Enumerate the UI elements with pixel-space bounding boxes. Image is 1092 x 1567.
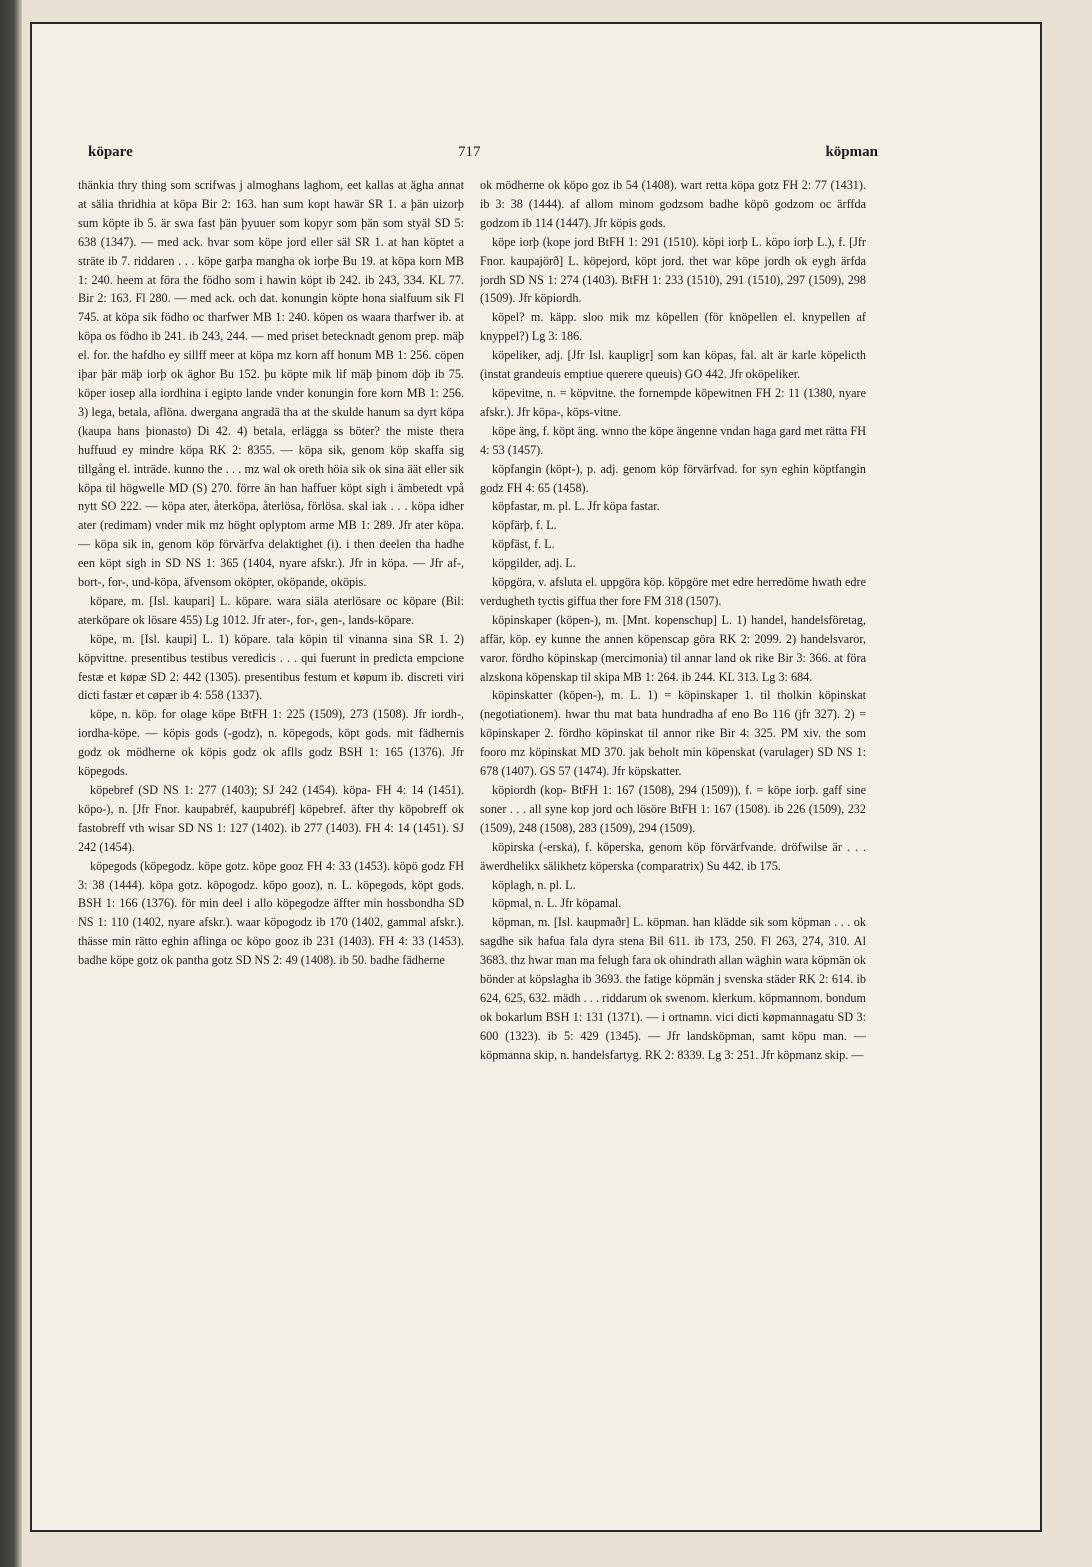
entry-kopebref: köpebref (SD NS 1: 277 (1403); SJ 242 (1454). köpa- FH 4: 14 (1451). köpo-), n. [Jfr Fnor. kaupabréf, kaupubréf] köpebref. äfter thy köpobreff ok fastobreff vth wisar SD NS 1: 127 (1402). ib 277 (1403). FH 4: 14 (1451). SJ 242 (1454). bbox=[78, 783, 464, 854]
running-head bbox=[78, 140, 878, 166]
entry-kopgora: köpgöra, v. afsluta el. uppgöra köp. köpgöre met edre herredöme hwath edre verdugheth tyctis giffua ther fore FM 318 (1507). bbox=[480, 575, 866, 608]
entry-kopfangin: köpfangin (köpt-), p. adj. genom köp förvärfvad. for syn eghin köptfangin godz FH 4: 65 (1458). bbox=[480, 461, 866, 495]
text-columns bbox=[78, 176, 866, 1376]
entry-kope-ang: köpe äng, f. köpt äng. wnno the köpe ängenne vndan haga gard met rätta FH 4: 53 (1457). bbox=[480, 423, 866, 457]
entry-kopare: köpare, m. [Isl. kaupari] L. köpare. wara siäla aterlösare oc köpare (Bil: aterköpare ok lösare 455) Lg 1012. Jfr ater-, for-, gen-, lands-köpare. bbox=[78, 593, 464, 627]
entry-kopgilder: köpgilder, adj. L. bbox=[492, 556, 576, 571]
entry-kopinskaper: köpinskaper (köpen-), m. [Mnt. kopenschup] L. 1) handel, handelsföretag, affär, köp. ey kunne the annen köpenscap göra RK 2: 2099. 2) handelsvaror, varor. fördho köpinskap (mercimonia) til annar land ok rike Bir 3: 366. at föra alzskona köpenskap til skipa MB 1: 264. ib 244. KL 313. Lg 3: 684. bbox=[480, 612, 866, 684]
left-column bbox=[78, 176, 464, 1376]
entry-kopfarth: köpfärþ, f. L. bbox=[492, 518, 557, 533]
entry-kope-n: köpe, n. köp. for olage köpe BtFH 1: 225 (1509), 273 (1508). Jfr iordh-, iordha-köpe. — köpis gods (-godz), n. köpegods, köpt gods. mit fädhernis godz ok mödherne ok köpis godz ok aflls godz BSH 1: 165 (1376). Jfr köpegods. bbox=[78, 707, 464, 779]
entry-kope-m: köpe, m. [Isl. kaupi] L. 1) köpare. tala köpin til vinanna sina SR 1. 2) köpvittne. presentibus testibus veredicis . . . qui fuerunt in predicta empcione festæ et køpæ SD 2: 442 (1305). presentibus festum et køpum ib. discreti viri dicti fastær et cøpær ib 4: 558 (1337). bbox=[78, 631, 464, 703]
running-head-left: köpare bbox=[88, 144, 133, 160]
entry-kope-iorth: köpe iorþ (kope jord BtFH 1: 291 (1510). köpi iorþ L. köpo iorþ L.), f. [Jfr Fnor. kaupajörð] L. köpejord, köpt jord. thet war köpe jordh ok eygh ärfda jordh SD NS 1: 274 (1403). BtFH 1: 233 (1510), 291 (1510), 297 (1509), 298 (1509). Jfr köpiordh. bbox=[480, 234, 866, 306]
entry-kopel: köpel? m. käpp. sloo mik mz köpellen (för knöpellen el. knypellen af knyppel?) Lg 3: 186. bbox=[480, 310, 866, 344]
entry-koplagh: köplagh, n. pl. L. bbox=[492, 877, 576, 892]
entry-kopirska: köpirska (-erska), f. köperska, genom köp förvärfvande. dröfwilse är . . . äwerdhelikx sälikhetz köperska (comparatrix) Su 442. ib 175. bbox=[480, 839, 866, 873]
entry-kopfastar: köpfastar, m. pl. L. Jfr köpa fastar. bbox=[492, 499, 660, 514]
entry-kopiordh: köpiordh (kop- BtFH 1: 167 (1508), 294 (1509)), f. = köpe iorþ. gaff sine soner . . . all syne kop jord och lösöre BtFH 1: 167 (1508). ib 226 (1509), 232 (1509), 248 (1508), 283 (1509), 294 (1509). bbox=[480, 783, 866, 835]
entry-kopman: köpman, m. [Isl. kaupmaðr] L. köpman. han klädde sik som köpman . . . ok sagdhe sik hafua fala dyra stena Bil 611. ib 173, 250. Fl 263, 274, 310. Al 3683. thz hwar man ma felugh fara ok ohindrath allan wäghin wara köpmän ok bönder at köpslagha ib 3693. the fatige köpmän j svenska städer RK 2: 614. ib 624, 625, 632. mädh . . . riddarum ok swenom. klerkum. köpmannom. bondum ok bokarlum BSH 1: 131 (1371). — i ortnamn. vici dicti køpmannagatu SD 3: 600 (1323). ib 5: 429 (1345). — Jfr landsköpman, samt köpu man. — köpmanna skip, n. handelsfartyg. RK 2: 8339. Lg 3: 251. Jfr köpmanz skip. — bbox=[480, 915, 866, 1062]
scan-binding-edge bbox=[0, 0, 22, 1567]
entry-kopeliker: köpeliker, adj. [Jfr Isl. kaupligr] som kan köpas, fal. alt är karle köpelicth (instat grandeuis emptiue querere queuis) GO 442. Jfr oköpeliker. bbox=[480, 348, 866, 382]
running-head-right: köpman bbox=[825, 144, 878, 160]
entry-kopmal: köpmal, n. L. Jfr köpamal. bbox=[492, 896, 622, 911]
entry-continuation-right: ok mödherne ok köpo goz ib 54 (1408). wart retta köpa gotz FH 2: 77 (1431). ib 3: 38 (1444). af allom minom godzsom badhe köpö godzom oc ärffda godzom ib 114 (1447). Jfr köpis gods. bbox=[480, 178, 866, 230]
entry-kopegods: köpegods (köpegodz. köpe gotz. köpe gooz FH 4: 33 (1453). köpö godz FH 3: 38 (1444). köpa gotz. köpogodz. köpo gooz), n. L. köpegods, köpt gods. BSH 1: 166 (1376). för min deel i allo köpegodze äffter min hossbondha SD NS 1: 110 (1402, nyare afskr.). waar köpogodz ib 170 (1402, gammal afskr.). thässe min rätto eghin aflinga oc köpo gooz ib 231 (1403). FH 4: 33 (1453). badhe köpe gotz ok pantha gotz SD NS 2: 49 (1408). ib 50. badhe fädherne bbox=[78, 858, 464, 968]
entry-kopinskatter: köpinskatter (köpen-), m. L. 1) = köpinskaper 1. til tholkin köpinskat (negotiationem). hwar thu mat bata hundradha af eno Bo 116 (jfr 327). 2) = köpinskaper 2. fördho köpinskat til annor rike Bir 4: 325. PM xiv. the som fooro mz köpinskat MD 370. jak beholt min köpenskat (varulager) SD NS 1: 678 (1407). GS 57 (1474). Jfr köpskatter. bbox=[480, 688, 866, 779]
entry-continuation: thänkia thry thing som scrifwas j almoghans laghom, eet kallas at ägha annat at sälia thridhia at köpa Bir 2: 163. han sum kopt hawär SR 1. a þän uizorþ sum köpte ib 5. är swa fast þän þyuuer som kopyr som þän som styäl SD 5: 638 (1347). — med ack. hvar som köpe jord eller säl SR 1. at han köptet a sträte ib 7. riddaren . . . köpe garþa mangha ok iorþe Bu 19. at köpa korn MB 1: 240. heem at föra the födho som i hawin köpt ib 242. ib 243, 334. KL 77. Bir 2: 163. Fl 280. — med ack. och dat. konungin köpte hona sialfuum sik Fl 745. at köpa sik födho oc tharfwer MB 1: 240. köpen os waara tharfwer ib. at köpa os födho ib 241. ib 243, 244. — med priset betecknadt genom prep. mäþ el. for. the hafdho ey sillff meer at köpa mz korn aff honum MB 1: 256. cöpen iþar þär mäþ iorþ ok äghor Bu 152. þu köpte mik lif mäþ þinom döþ ib 75. köper iosep alla iordhina i egipto lande vnder konungin fore korn MB 1: 256. 3) lega, betala, aflöna. dwergana angradä tha at the skulde hanum sa dyrt köpa (kaupa hans þionasto) Di 42. 4) betala, erlägga ss böter? the miste thera huffuud ey mindre köpa RK 2: 8355. — köpa sik, genom köp skaffa sig tillgång el. inträde. kunno the . . . mz wal ok oreth höia sik ok sina äät eller sik köpa til högwelle MD (S) 270. förre än han haffuer köpt sigh i ämbetedt vpå nytt SO 222. — köpa ater, återköpa, återlösa, förlösa. skal iak . . . köpa idher ater (redimam) vnder mik mz höght oplyptom arme MB 1: 289. Jfr ater köpa. — köpa sik in, genom köp förvärfva delaktighet (i). i then deelen tha hadhe een köpt sigh in SD NS 1: 365 (1404, nyare afskr.). Jfr in köpa. — Jfr af-, bort-, for-, und-köpa, äfvensom oköpter, oköpande, oköpis. bbox=[78, 178, 464, 590]
entry-kopevitne: köpevitne, n. = köpvitne. the fornempde köpewitnen FH 2: 11 (1380, nyare afskr.). Jfr köpa-, köps-vitne. bbox=[480, 385, 866, 419]
entry-kopfast: köpfäst, f. L. bbox=[492, 537, 555, 552]
dictionary-page bbox=[78, 140, 878, 1380]
page-number: 717 bbox=[458, 144, 481, 160]
right-column bbox=[480, 176, 866, 1376]
